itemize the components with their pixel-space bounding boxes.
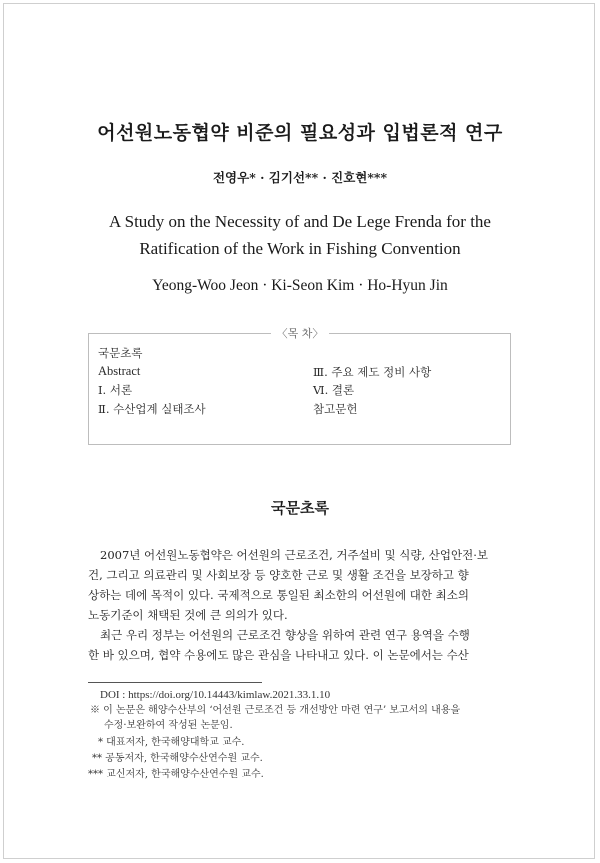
toc-heading <box>0 325 600 341</box>
toc-item-survey: Ⅱ. 수산업계 실태조사 <box>98 402 206 416</box>
abstract-line-5-text: 최근 우리 정부는 어선원의 근로조건 향상을 위하여 관련 연구 용역을 수행 <box>100 628 470 642</box>
authors-korean: 전영우* · 김기선** · 진호현*** <box>212 170 387 185</box>
authors-english: Yeong-Woo Jeon · Ki-Seon Kim · Ho-Hyun Jin <box>152 277 448 294</box>
toc-box <box>88 333 511 445</box>
toc-item-introduction: Ⅰ. 서론 <box>98 383 133 397</box>
footnote-acknowledgement-line-2: 수정·보완하여 작성된 논문임. <box>104 720 233 731</box>
toc-item-abstract: Abstract <box>98 364 141 378</box>
footnote-acknowledgement-line-1: ※ 이 논문은 해양수산부의 ‘어선원 근로조건 등 개선방안 마련 연구’ 보고서의 내용을 <box>90 705 461 716</box>
abstract-line-5 <box>88 625 514 645</box>
doi-footnote: DOI : https://doi.org/10.14443/kimlaw.2021.33.1.10 <box>100 689 331 701</box>
footnote-divider <box>88 682 262 683</box>
abstract-line-6: 한 바 있으며, 협약 수용에도 많은 관심을 나타내고 있다. 이 논문에서는 수산 <box>88 648 469 662</box>
abstract-line-3: 상하는 데에 목적이 있다. 국제적으로 통일된 최소한의 어선원에 대한 최소의 <box>88 588 469 602</box>
abstract-line-1 <box>88 545 514 565</box>
abstract-line-2: 건, 그리고 의료관리 및 사회보장 등 양호한 근로 및 생활 조건을 보장하고 향 <box>88 568 469 582</box>
toc-item-references: 참고문헌 <box>313 402 358 416</box>
abstract-heading: 국문초록 <box>271 499 329 517</box>
footnote-author-2: ** 공동저자, 한국해양수산연수원 교수. <box>92 753 263 764</box>
title-en-line-2: Ratification of the Work in Fishing Convention <box>139 239 461 258</box>
toc-heading-text: 〈목 차〉 <box>271 327 330 340</box>
toc-item-korean-abstract: 국문초록 <box>98 346 143 360</box>
footnote-author-3: *** 교신저자, 한국해양수산연수원 교수. <box>88 769 264 780</box>
abstract-line-4: 노동기준이 채택된 것에 큰 의의가 있다. <box>88 608 288 622</box>
paper-title-english <box>70 208 530 262</box>
toc-item-reforms: Ⅲ. 주요 제도 정비 사항 <box>313 365 432 379</box>
footnote-author-1: * 대표저자, 한국해양대학교 교수. <box>98 737 245 748</box>
abstract-line-1-text: 2007년 어선원노동협약은 어선원의 근로조건, 거주설비 및 식량, 산업안전·보 <box>100 548 488 562</box>
toc-item-conclusion: Ⅵ. 결론 <box>313 383 355 397</box>
title-en-line-1: A Study on the Necessity of and De Lege Frenda for the <box>109 212 491 231</box>
abstract-paragraph-1 <box>88 545 514 665</box>
paper-title-korean: 어선원노동협약 비준의 필요성과 입법론적 연구 <box>97 122 503 144</box>
